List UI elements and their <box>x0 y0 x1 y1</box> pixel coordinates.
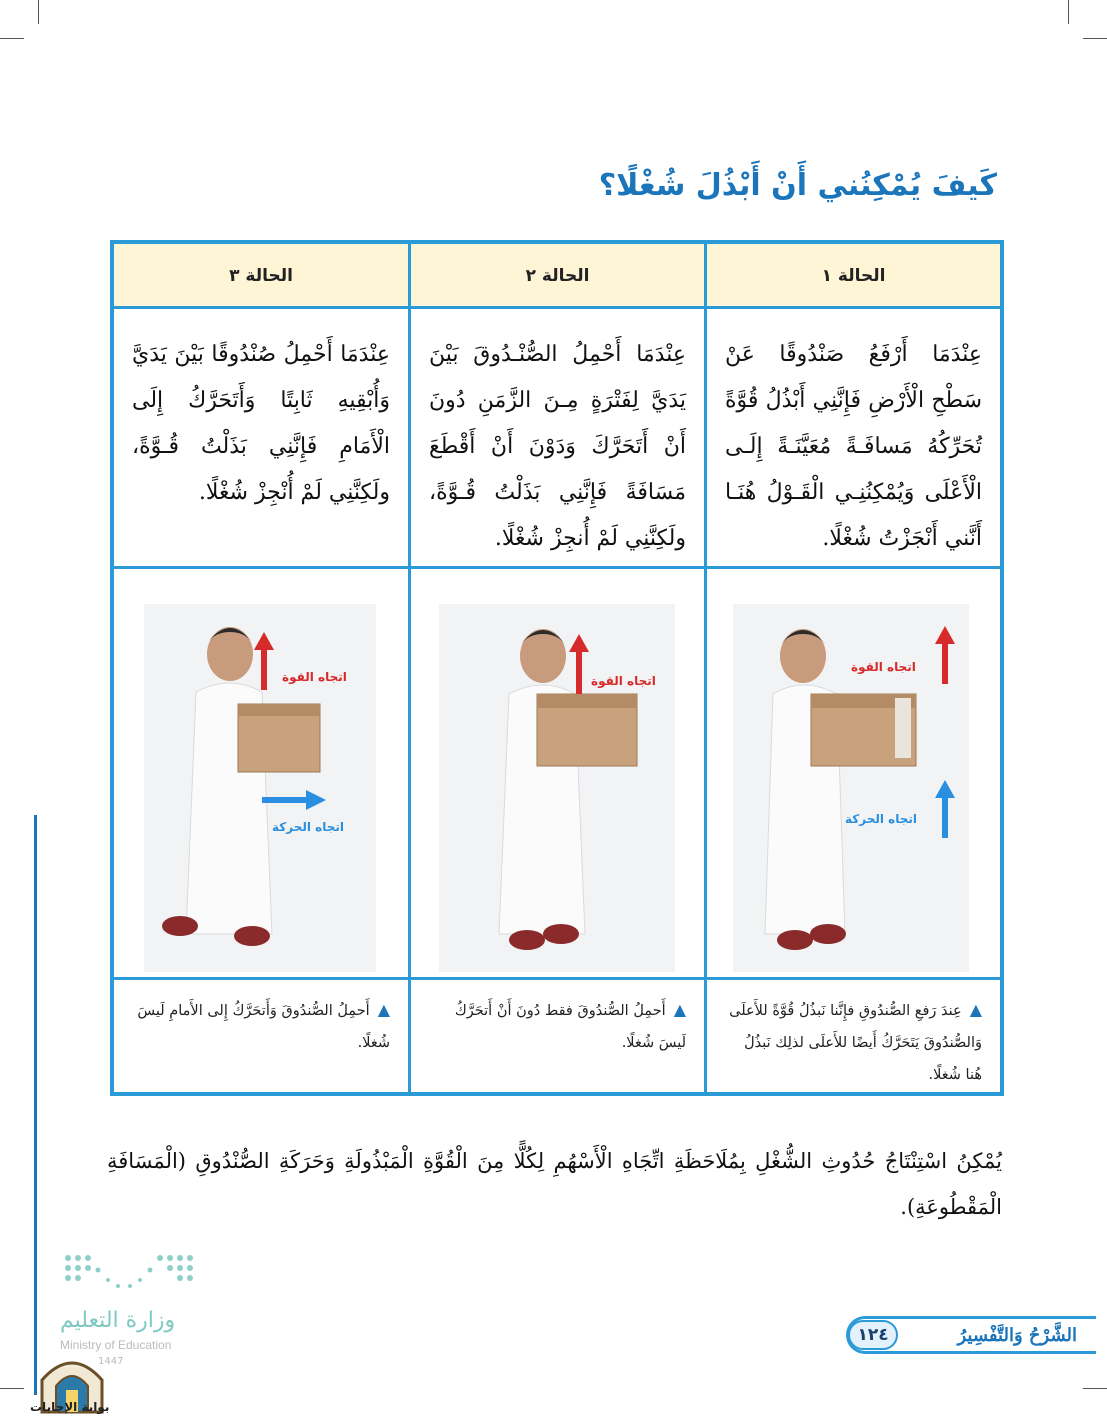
ministry-year: 1447 <box>98 1356 124 1367</box>
case-description: عِنْدَمَا أَرْفَعُ صَنْدُوقًا عَنْ سَطْحِ الْأَرْضِ فَإِنَّنِي أَبْذُلُ قُوَّةً تُحَرِّكُهُ مَسافَـةً مُعَيَّنَـةً إِلَـى الْأَعْلَى وَيُمْكِنُنِـي الْقَـوْلُ هُنَـا أَنَّني أَنْجَزْتُ شُغْلًا. <box>725 342 982 551</box>
crop-mark <box>1083 1388 1107 1389</box>
case-caption: ▲أَحمِلُ الصُّندُوقَ فقط دُونَ أَنْ أَتحَرَّكُ لَيسَ شُغلًا. <box>454 1000 686 1051</box>
triangle-bullet-icon: ▲ <box>969 1000 982 1019</box>
case-description: عِنْدَمَا أَحْمِلُ الصُّنْـدُوقَ بَيْنَ يَدَيَّ لِفَتْرَةٍ مِـنَ الزَّمَنِ دُونَ أَنْ أَتَحَرَّكَ وَدَوْنَ أَنْ أَقْطَعَ مَسَافَةً فَإِنَّنِي بَذَلْتُ قُـوَّةً، ولَكِنَّنِي لَمْ أُنجِزْ شُغْلًا. <box>429 342 686 551</box>
case-label: الحالة ٢ <box>525 266 590 286</box>
case-label: الحالة ٣ <box>229 266 293 286</box>
case-description: عِنْدَمَا أَحْمِلُ صُنْدُوقًا بَيْنَ يَدَيَّ وَأُبْقِيهِ ثَابِتًا وَأَتَحَرَّكُ إِلَى الْأَمَامِ فَإِنَّنِي بَذَلْتُ قُـوَّةً، ولَكِنَّنِي لَمْ أُنْجِزْ شُغْلًا. <box>132 342 390 505</box>
motion-label: اتجاه الحركة <box>272 820 345 834</box>
crop-mark <box>0 1388 24 1389</box>
triangle-bullet-icon: ▲ <box>377 1000 390 1019</box>
crop-mark <box>38 0 39 24</box>
ministry-name-english: Ministry of Education <box>60 1338 172 1352</box>
case-column-3 <box>114 244 408 1092</box>
force-label: اتجاه القوة <box>591 674 656 688</box>
ministry-name-arabic: وزارة التعليم <box>60 1308 176 1333</box>
conclusion-paragraph: يُمْكِنُ اسْتِنْتَاجُ حُدُوثِ الشُّغْلِ بِمُلَاحَظَةِ اتِّجَاهِ الْأَسْهُمِ لِكُلًّا مِنَ الْقُوَّةِ الْمَبْذُولَةِ وَحَرَكَةِ الصُّنْدُوقِ (الْمَسَافَةِ الْمَقْطُوعَةِ). <box>107 1149 1002 1219</box>
crop-mark <box>1068 0 1069 24</box>
case-photo <box>733 604 969 972</box>
cases-table <box>110 240 1004 1096</box>
case-caption: ▲عِندَ رَفعِ الصُّندُوقِ فإِنَّنا نَبذُلُ قُوَّةً للأَعلَى وَالصُّندُوقَ يَتَحَرَّكُ أَيضًا للأَعلَى لذلِك نَبذُلُ هُنا شُغلًا. <box>729 1000 982 1083</box>
watermark-label: بوابة الإجابات <box>30 1400 110 1414</box>
ministry-logo-icon <box>60 1252 200 1302</box>
motion-label: اتجاه الحركة <box>845 812 918 826</box>
triangle-bullet-icon: ▲ <box>673 1000 686 1019</box>
case-label: الحالة ١ <box>821 266 886 286</box>
case-caption: ▲أَحمِلُ الصُّندُوقَ وَأَتحَرَّكُ إِلى الأَمامِ لَيسَ شُغلًا. <box>137 1000 390 1051</box>
page-title: كَيفَ يُمْكِنُني أَنْ أَبْذُلَ شُغْلًا؟ <box>598 168 997 203</box>
force-label: اتجاه القوة <box>282 670 347 684</box>
page-number: ١٢٤ <box>848 1320 898 1350</box>
crop-mark <box>0 38 24 39</box>
crop-mark <box>1083 38 1107 39</box>
case-column-1 <box>707 244 1000 1092</box>
margin-bar <box>34 815 37 1395</box>
boy-walking-box-illustration <box>144 604 376 972</box>
boy-holding-box-illustration <box>439 604 675 972</box>
case-photo <box>439 604 675 972</box>
section-name: الشَّرْحُ وَالتَّفْسِيرُ <box>957 1324 1077 1346</box>
force-label: اتجاه القوة <box>851 660 916 674</box>
case-photo <box>144 604 376 972</box>
case-column-2 <box>411 244 704 1092</box>
